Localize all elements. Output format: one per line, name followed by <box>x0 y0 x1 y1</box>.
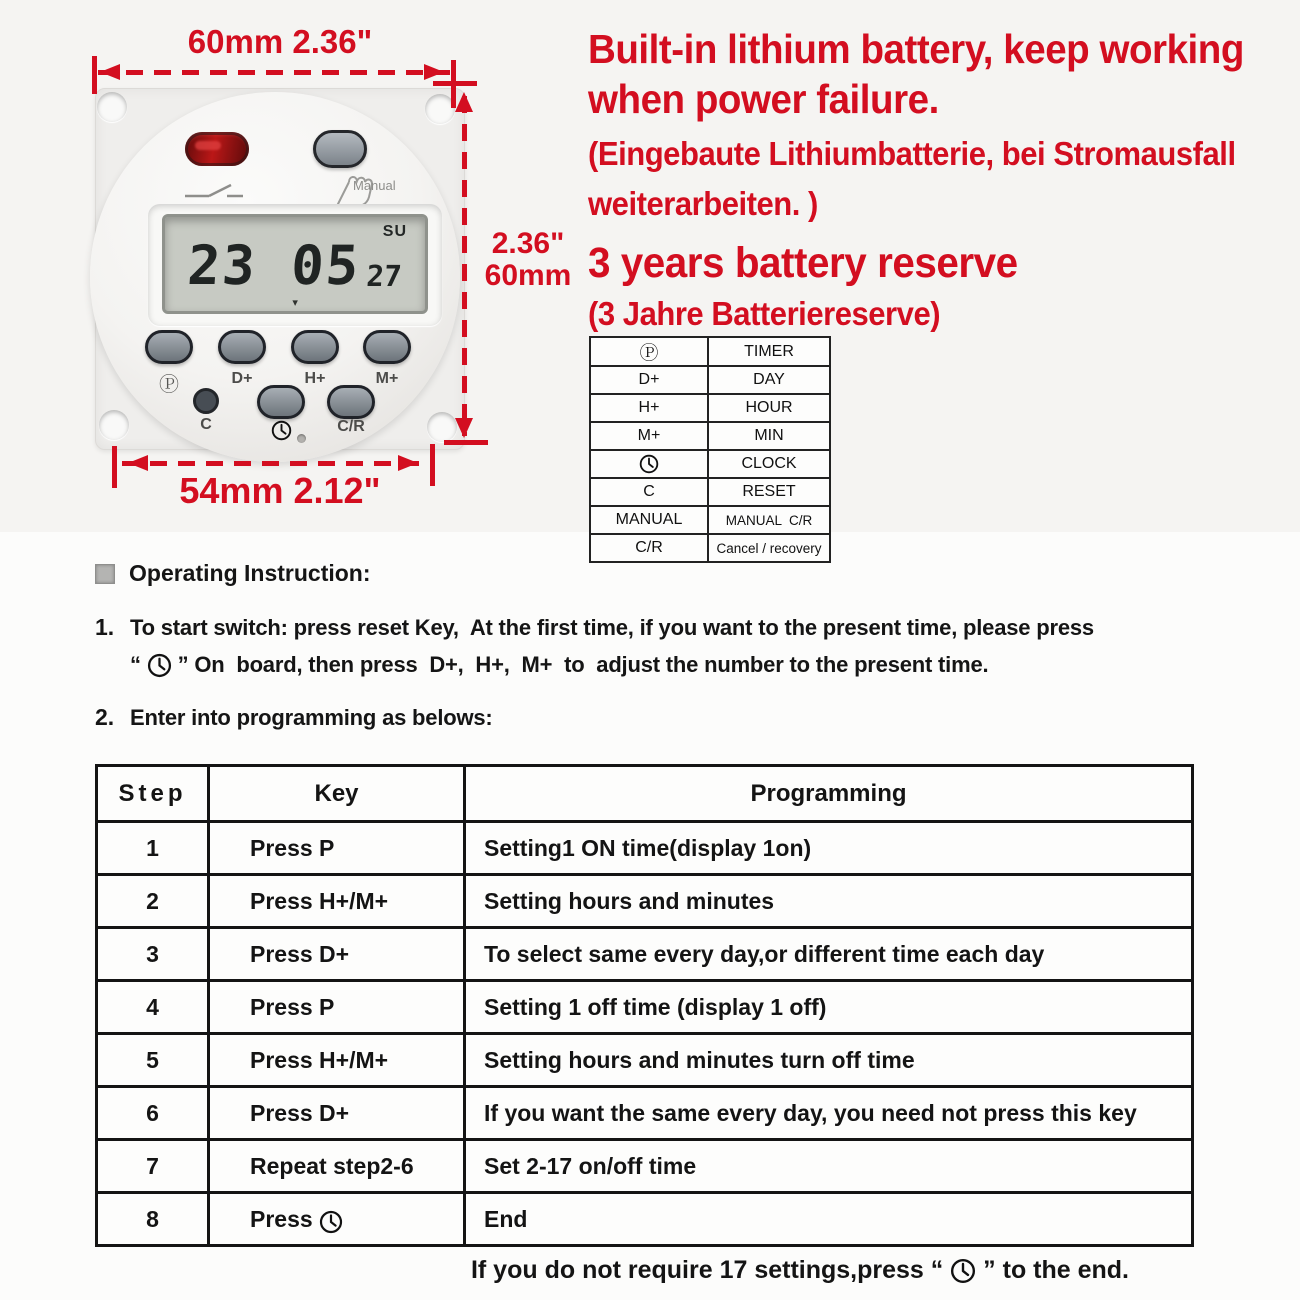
instruction-2-number: 2. <box>95 704 115 730</box>
clock-icon <box>950 1258 976 1284</box>
function-cell: DAY <box>708 366 830 394</box>
key-cell: Press H+/M+ <box>209 1034 465 1087</box>
key-cell <box>209 1193 465 1246</box>
function-cell: MIN <box>708 422 830 450</box>
clock-button-label-icon <box>271 420 292 441</box>
key-cell: Repeat step2-6 <box>209 1140 465 1193</box>
clock-icon <box>639 454 659 474</box>
mounting-hole <box>427 412 457 442</box>
key-cell: Press P <box>209 822 465 875</box>
header-step: Step <box>97 766 209 822</box>
step-cell: 3 <box>97 928 209 981</box>
operating-instruction-heading <box>95 560 371 587</box>
key-cell: Press P <box>209 981 465 1034</box>
step-cell: 2 <box>97 875 209 928</box>
table-row <box>590 422 830 450</box>
hplus-button-label: H+ <box>304 370 326 387</box>
dimension-end-bar <box>112 446 117 488</box>
bullet-square-icon <box>95 564 115 584</box>
function-cell: Cancel / recovery <box>708 534 830 562</box>
hplus-button <box>291 330 339 364</box>
function-cell: TIMER <box>708 337 830 366</box>
lcd-day-indicator: SU <box>382 223 407 240</box>
dimension-arrowhead-down-icon <box>455 418 473 438</box>
header-key: Key <box>209 766 465 822</box>
key-cell: Press D+ <box>209 1087 465 1140</box>
key-cell: M+ <box>590 422 708 450</box>
led-glint <box>195 141 221 150</box>
table-row <box>97 1034 1193 1087</box>
dimension-right-label <box>482 228 574 293</box>
p-button <box>145 330 193 364</box>
programming-cell: Setting 1 off time (display 1 off) <box>465 981 1193 1034</box>
programming-cell: Setting1 ON time(display 1on) <box>465 822 1193 875</box>
step-cell: 1 <box>97 822 209 875</box>
c-button <box>193 388 219 414</box>
load-switch-symbol-icon <box>183 180 245 200</box>
dimension-arrowhead-right-icon <box>398 455 418 471</box>
dplus-button-label: D+ <box>231 370 253 387</box>
step-cell: 7 <box>97 1140 209 1193</box>
key-cell: D+ <box>590 366 708 394</box>
key-cell: MANUAL <box>590 506 708 534</box>
footer-note-pre: If you do not require 17 settings,press “ <box>470 1256 951 1284</box>
key-cell-text: Press <box>250 1205 320 1232</box>
table-row <box>97 1193 1193 1246</box>
clock-button <box>257 385 305 419</box>
dimension-right-label-line1: 2.36" <box>491 227 565 260</box>
table-row <box>590 337 830 366</box>
key-cell: Press D+ <box>209 928 465 981</box>
step-cell: 8 <box>97 1193 209 1246</box>
battery-reserve-de: (3 Jahre Batteriereserve) <box>588 294 941 332</box>
mplus-button-label: M+ <box>375 370 399 387</box>
programming-table <box>95 764 1194 1247</box>
lcd-seconds: 27 <box>365 259 403 293</box>
dimension-end-bar <box>444 440 488 445</box>
table-row <box>97 928 1193 981</box>
table-row <box>590 450 830 478</box>
step-cell: 5 <box>97 1034 209 1087</box>
p-button-label: Ⓟ <box>159 374 179 396</box>
status-led <box>185 132 249 166</box>
table-row <box>97 1087 1193 1140</box>
table-row <box>97 1140 1193 1193</box>
table-header-row <box>97 766 1193 822</box>
dimension-bottom-line <box>122 461 422 466</box>
programming-cell: Setting hours and minutes <box>465 875 1193 928</box>
function-cell: HOUR <box>708 394 830 422</box>
key-cell: C/R <box>590 534 708 562</box>
programming-cell: End <box>465 1193 1193 1246</box>
table-row <box>97 875 1193 928</box>
instruction-1-number: 1. <box>95 614 115 640</box>
programming-cell: If you want the same every day, you need not press this key <box>465 1087 1193 1140</box>
key-cell: Ⓟ <box>590 337 708 366</box>
headline-block <box>588 24 1250 333</box>
headline-de-line1: (Eingebaute Lithiumbatterie, bei Stromausfall <box>588 135 1236 173</box>
timer-device <box>85 82 470 464</box>
dimension-right-line <box>462 96 467 436</box>
dimension-arrowhead-left-icon <box>128 455 148 471</box>
headline-en-line2: when power failure. <box>588 76 939 123</box>
step-cell: 6 <box>97 1087 209 1140</box>
table-row <box>97 822 1193 875</box>
instruction-1-line1: To start switch: press reset Key, At the first time, if you want to the present time, please press <box>130 615 1094 640</box>
dimension-arrowhead-left-icon <box>100 64 120 80</box>
programming-cell: Set 2-17 on/off time <box>465 1140 1193 1193</box>
mounting-hole <box>97 92 127 122</box>
step-cell: 4 <box>97 981 209 1034</box>
headline-de-line2: weiterarbeiten. ) <box>588 184 818 222</box>
dimension-cross-bar <box>433 81 477 86</box>
instruction-1-line2-text: ” On board, then press D+, H+, M+ to adjust the number to the present time. <box>171 652 989 677</box>
dimension-end-bar <box>92 56 97 94</box>
table-row <box>590 366 830 394</box>
programming-cell: Setting hours and minutes turn off time <box>465 1034 1193 1087</box>
key-cell: Press H+/M+ <box>209 875 465 928</box>
mplus-button <box>363 330 411 364</box>
dimension-arrowhead-right-icon <box>424 64 444 80</box>
table-row <box>590 394 830 422</box>
headline-en-line1: Built-in lithium battery, keep working <box>588 26 1244 72</box>
dplus-button <box>218 330 266 364</box>
footer-note <box>400 1256 1200 1285</box>
manual-label: Manual <box>353 178 396 193</box>
table-row <box>590 506 830 534</box>
clock-icon <box>147 653 172 678</box>
header-programming: Programming <box>465 766 1193 822</box>
dimension-arrowhead-up-icon <box>455 92 473 112</box>
manual-button <box>313 130 367 168</box>
key-cell: C <box>590 478 708 506</box>
dimension-bottom-label: 54mm 2.12" <box>179 470 381 511</box>
function-cell: RESET <box>708 478 830 506</box>
dimension-end-bar <box>430 444 435 486</box>
battery-reserve-en: 3 years battery reserve <box>588 239 1018 288</box>
mounting-hole <box>99 410 129 440</box>
lcd-time: 23 05 <box>185 234 363 297</box>
function-cell: CLOCK <box>708 450 830 478</box>
operating-instruction-title: Operating Instruction: <box>129 560 371 586</box>
programming-cell: To select same every day,or different time each day <box>465 928 1193 981</box>
screw-dot <box>297 434 306 443</box>
cr-button <box>327 385 375 419</box>
clock-icon <box>319 1210 343 1234</box>
c-button-label: C <box>200 416 212 433</box>
table-row <box>590 478 830 506</box>
key-function-table <box>589 336 831 563</box>
quote-open: “ <box>130 652 147 677</box>
key-cell <box>590 450 708 478</box>
cr-button-label: C/R <box>337 418 365 435</box>
lcd-marker-icon: ▾ <box>292 297 298 309</box>
instruction-2-text: Enter into programming as belows: <box>130 705 493 730</box>
table-row <box>97 981 1193 1034</box>
dimension-top-label: 60mm 2.36" <box>187 23 373 60</box>
dimension-right-label-line2: 60mm <box>484 259 572 293</box>
table-row <box>590 534 830 562</box>
lcd-screen <box>162 214 428 314</box>
instruction-1-line2 <box>130 652 988 678</box>
function-cell: MANUAL C/R <box>708 506 830 534</box>
dimension-top-line <box>98 70 450 75</box>
footer-note-post: ” to the end. <box>976 1256 1130 1284</box>
lcd-frame <box>148 204 442 326</box>
key-cell: H+ <box>590 394 708 422</box>
